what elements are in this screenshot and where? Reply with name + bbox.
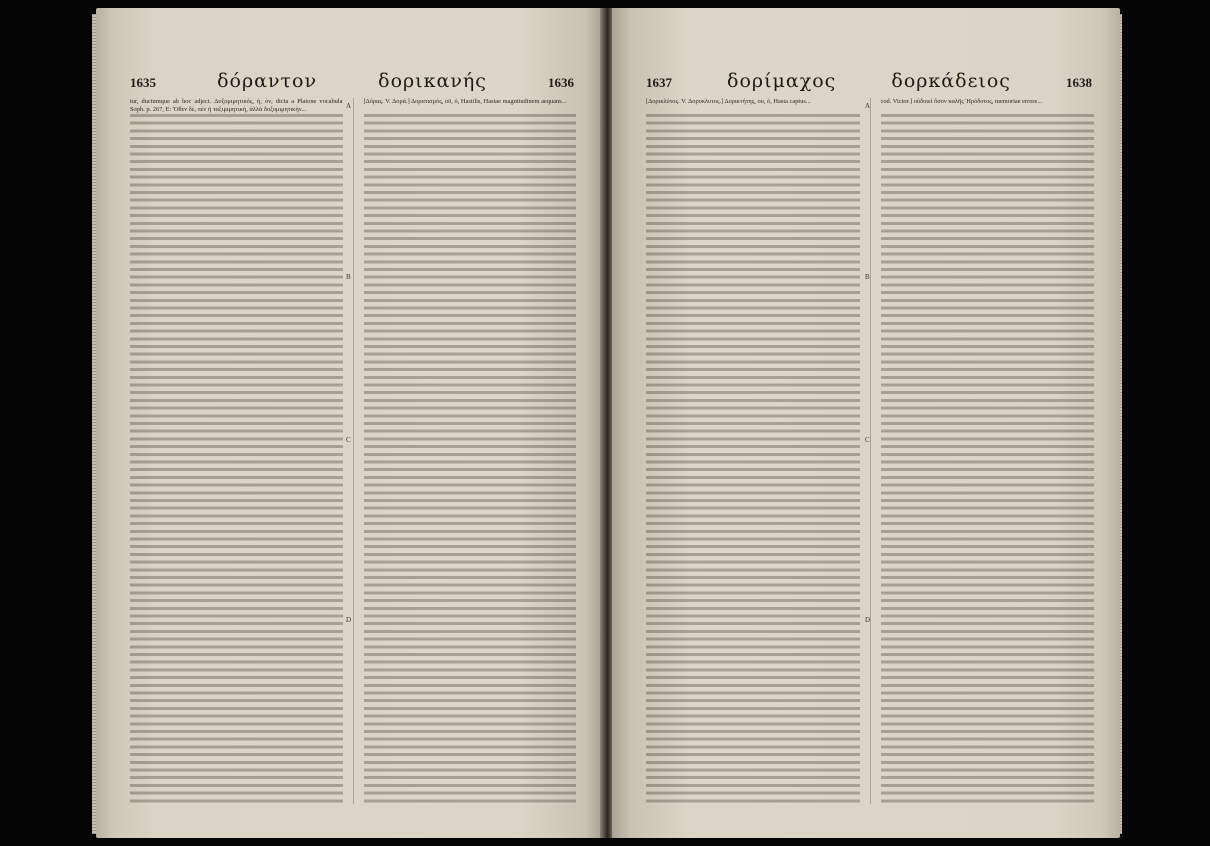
left-column-1 [130,98,343,804]
right-marker-a: A [865,102,871,110]
right-headword-1: δορίμαχος [727,70,837,92]
left-page-header [130,70,574,96]
left-marker-a: A [346,102,352,110]
left-marker-c: C [346,436,351,444]
left-marker-b: B [346,273,351,281]
left-page-number-1: 1635 [130,75,156,90]
left-headword-2: δορικανής [378,70,487,92]
left-columns [130,98,576,804]
right-page [612,8,1120,838]
right-column-2 [881,98,1095,804]
right-marker-c: C [865,436,870,444]
left-column-2 [364,98,577,804]
right-column-1 [646,98,860,804]
right-page-header [646,70,1092,96]
right-headword-2: δορκάδειος [891,70,1011,92]
right-page-number-1: 1637 [646,75,672,90]
left-marker-d: D [346,616,352,624]
left-column-1-text: tur, ductumque ab hoc adject. Δοξομιμητικός, ή, όν, dicta a Platone vocabula Soph. p. 267, E: Ὅθεν δὲ, πὲν ἡ ταξιμιμητική, ἀλλὰ δοξομιμητικὴν... [130,98,343,113]
right-marker-b: B [865,273,870,281]
right-column-1-text: [Δορικλύτος. V. Δορυκλυτος.] Δορικτήτης, ου, ὁ, Hasta captus... [646,98,811,105]
right-marker-d: D [865,616,871,624]
left-headword-1: δόραντον [217,70,318,92]
right-column-2-text: cod. Victor.] οὐδοιεὶ ὅσον καλῆς Ἡρόδοτος, memoriae errore... [880,98,1043,105]
left-page-number-2: 1636 [548,75,574,90]
left-page [96,8,602,838]
right-page-number-2: 1638 [1066,75,1092,90]
left-column-2-text: [Δόρας. V. Δορά.] Δορατισμός, οῦ, ὁ, Hastilis, Hastae magnitudinem aequans... [363,98,567,105]
right-columns [646,98,1094,804]
